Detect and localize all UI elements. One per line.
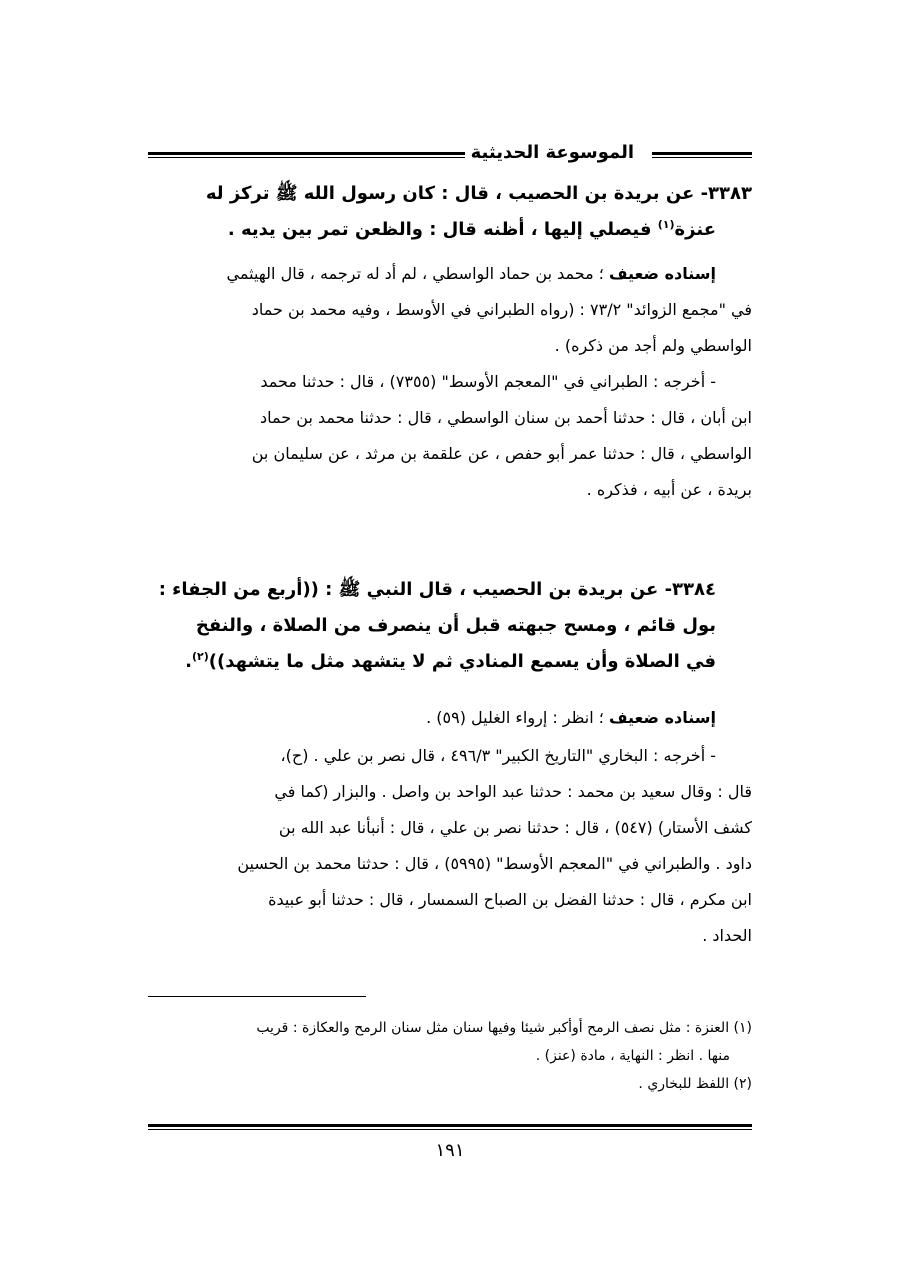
takhrij-3383-line-3: الواسطي ، قال : حدثنا عمر أبو حفص ، عن علقمة بن مرثد ، عن سليمان بن <box>251 444 752 463</box>
takhrij-3384-line-6: الحداد . <box>702 926 752 945</box>
hadith-3384 <box>148 572 752 680</box>
hadith-3384-line-3-text: في الصلاة وأن يسمع المنادي ثم لا يتشهد مثل ما يتشهد)) <box>208 651 716 672</box>
header-rule-right <box>652 152 752 158</box>
grading-3384-label: إسناده ضعيف <box>608 708 716 727</box>
grading-3383-label: إسناده ضعيف <box>608 264 716 283</box>
grading-3383-line-3: الواسطي ولم أجد من ذكره) . <box>554 336 752 355</box>
running-header <box>148 140 752 174</box>
header-title: الموسوعة الحديثية <box>465 142 640 163</box>
footnote-1-line-2: منها . انظر : النهاية ، مادة (عنز) . <box>535 1048 730 1064</box>
footnote-1-line-1: (١) العنزة : مثل نصف الرمح أوأكبر شيئا وفيها سنان مثل سنان الرمح والعكازة : قريب <box>256 1020 752 1036</box>
hadith-3384-line-3-end: . <box>185 651 192 672</box>
footnote-ref-1: (١) <box>657 218 675 231</box>
takhrij-3384-line-2: قال : وقال سعيد بن محمد : حدثنا عبد الواحد بن واصل . والبزار (كما في <box>274 782 752 801</box>
takhrij-3384-line-5: ابن مكرم ، قال : حدثنا الفضل بن الصباح السمسار ، قال : حدثنا أبو عبيدة <box>268 890 752 909</box>
hadith-3384-line-1: ٣٣٨٤- عن بريدة بن الحصيب ، قال النبي ﷺ : ((أربع من الجفاء : <box>158 579 716 600</box>
takhrij-3383-line-4: بريدة ، عن أبيه ، فذكره . <box>586 480 752 499</box>
footnote-2: (٢) اللفظ للبخاري . <box>638 1076 752 1092</box>
takhrij-3383-line-1: - أخرجه : الطبراني في "المعجم الأوسط" (٧٣٥٥) ، قال : حدثنا محمد <box>260 372 716 391</box>
hadith-3383-line-2 <box>148 212 752 248</box>
grading-3383-line-1 <box>148 256 752 292</box>
takhrij-3383-line-2: ابن أبان ، قال : حدثنا أحمد بن سنان الواسطي ، قال : حدثنا محمد بن حماد <box>260 408 752 427</box>
bottom-rule <box>148 1124 752 1130</box>
page <box>148 140 752 1161</box>
grading-3384-rest: ؛ انظر : إرواء الغليل (٥٩) . <box>426 708 609 727</box>
grading-3384 <box>148 700 752 736</box>
takhrij-3383 <box>148 364 752 508</box>
grading-3383-line-2: في "مجمع الزوائد" ٧٣/٢ : (رواه الطبراني في الأوسط ، وفيه محمد بن حماد <box>251 300 752 319</box>
takhrij-3384-line-1: - أخرجه : البخاري "التاريخ الكبير" ٤٩٦/٣ ، قال نصر بن علي . (ح)، <box>280 746 716 765</box>
grading-3384-line <box>148 700 752 736</box>
footnote-separator <box>148 996 366 997</box>
hadith-3383-word: عنزة <box>674 219 716 240</box>
hadith-3384-line-2: بول قائم ، ومسح جبهته قبل أن ينصرف من الصلاة ، والنفخ <box>195 615 716 636</box>
footnotes <box>148 1014 752 1098</box>
hadith-3383-line-1: ٣٣٨٣- عن بريدة بن الحصيب ، قال : كان رسول الله ﷺ تركز له <box>205 183 752 204</box>
grading-3383-line-1-rest: ؛ محمد بن حماد الواسطي ، لم أد له ترجمه ، قال الهيثمي <box>226 264 609 283</box>
takhrij-3384-line-4: داود . والطبراني في "المعجم الأوسط" (٥٩٩٥) ، قال : حدثنا محمد بن الحسين <box>237 854 752 873</box>
grading-3383 <box>148 256 752 364</box>
takhrij-3384 <box>148 738 752 954</box>
hadith-3383-line-2-rest: فيصلي إليها ، أظنه قال : والظعن تمر بين يديه . <box>227 219 658 240</box>
hadith-3384-line-3 <box>148 644 752 680</box>
footnote-ref-2: (٢) <box>192 650 209 663</box>
header-rule-left <box>148 152 498 158</box>
takhrij-3384-line-3: كشف الأستار) (٥٤٧) ، قال : حدثنا نصر بن علي ، قال : أنبأنا عبد الله بن <box>278 818 752 837</box>
page-number: ١٩١ <box>435 1140 465 1161</box>
hadith-3383 <box>148 176 752 248</box>
